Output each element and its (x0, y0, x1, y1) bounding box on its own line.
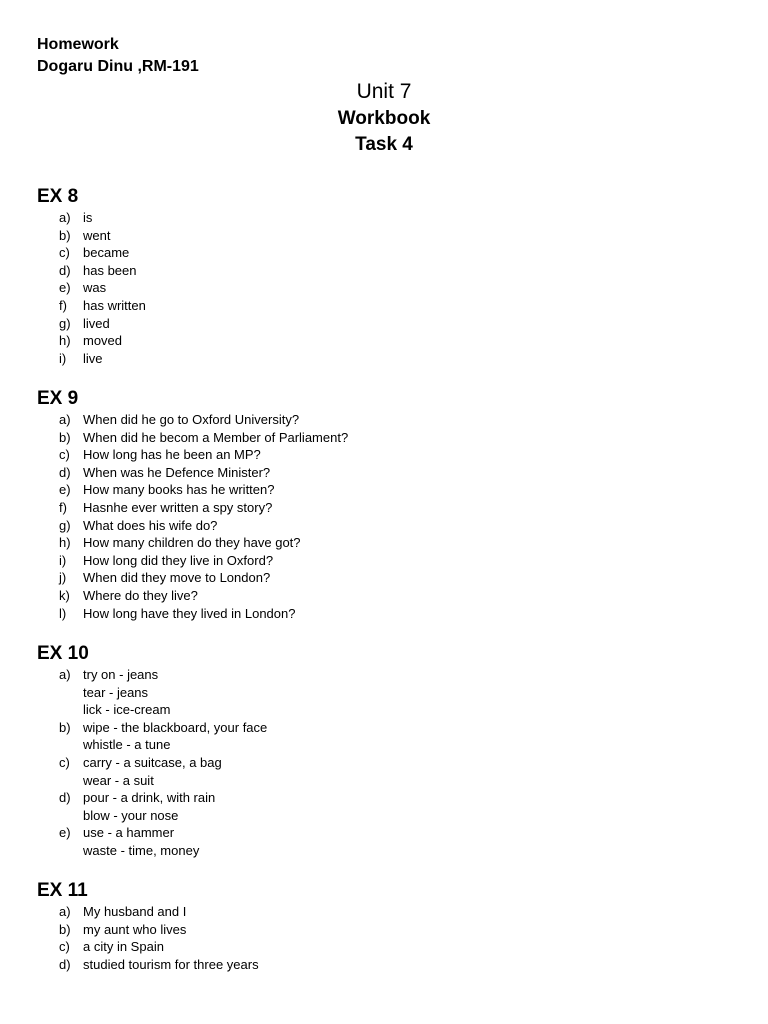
item-marker: d) (59, 956, 71, 972)
item-text: How long has he been an MP? (83, 447, 261, 463)
list-item (37, 921, 259, 939)
item-text: was (83, 280, 107, 296)
list-item (37, 605, 348, 623)
item-text: use - a hammer (83, 825, 175, 841)
item-marker: b) (59, 227, 71, 243)
item-text: How many books has he written? (83, 482, 275, 498)
list-item (37, 262, 146, 280)
list-item (37, 517, 348, 535)
item-text: carry - a suitcase, a bag (83, 754, 222, 770)
answer-list (37, 411, 348, 622)
list-item (37, 429, 348, 447)
item-text: When did he go to Oxford University? (83, 412, 300, 427)
list-item (37, 332, 146, 350)
item-marker: l) (59, 605, 67, 621)
list-item (37, 587, 348, 605)
item-text: my aunt who lives (83, 921, 187, 937)
item-marker: c) (59, 245, 70, 261)
item-marker: k) (59, 587, 70, 603)
list-item (37, 315, 146, 333)
item-text: My husband and I (83, 904, 187, 919)
exercise-section (37, 387, 348, 622)
list-item (37, 552, 348, 570)
task-title: Task 4 (355, 134, 413, 155)
item-text: How long did they live in Oxford? (83, 552, 274, 568)
list-item (37, 824, 267, 859)
list-item (37, 754, 267, 789)
student-name: Dogaru Dinu ,RM-191 (37, 58, 199, 75)
item-marker: j) (59, 570, 67, 586)
item-marker: h) (59, 535, 71, 551)
item-text: When did he becom a Member of Parliament? (83, 429, 349, 445)
item-marker: d) (59, 464, 71, 480)
workbook-title: Workbook (337, 108, 431, 129)
item-marker: a) (59, 412, 71, 427)
item-text: waste - time, money (83, 842, 200, 858)
list-item (37, 446, 348, 464)
homework-label: Homework (37, 36, 119, 53)
item-text: Where do they live? (83, 587, 198, 603)
list-item (37, 666, 267, 719)
item-text: lived (83, 315, 110, 331)
exercise-heading: EX 9 (37, 388, 79, 409)
list-item (37, 534, 348, 552)
item-marker: g) (59, 315, 71, 331)
list-item (37, 209, 146, 227)
item-text: pour - a drink, with rain (83, 790, 216, 806)
item-text: How many children do they have got? (83, 535, 301, 551)
item-marker: e) (59, 482, 71, 498)
exercise-section (37, 642, 267, 860)
item-marker: b) (59, 719, 71, 735)
item-text: try on - jeans (83, 667, 159, 682)
item-marker: c) (59, 754, 70, 770)
answer-list (37, 903, 259, 973)
answer-list (37, 666, 267, 860)
item-text: live (83, 350, 103, 366)
item-text: wear - a suit (83, 772, 154, 788)
list-item (37, 411, 348, 429)
list-item (37, 956, 259, 974)
item-text: How long have they lived in London? (83, 605, 296, 621)
list-item (37, 279, 146, 297)
list-item (37, 244, 146, 262)
item-text: tear - jeans (83, 684, 149, 700)
item-text: When was he Defence Minister? (83, 464, 271, 480)
list-item (37, 938, 259, 956)
list-item (37, 481, 348, 499)
unit-title: Unit 7 (356, 80, 412, 103)
item-marker: d) (59, 790, 71, 806)
list-item (37, 719, 267, 754)
item-marker: h) (59, 333, 71, 349)
item-marker: e) (59, 280, 71, 296)
item-marker: a) (59, 210, 71, 225)
list-item (37, 297, 146, 315)
item-marker: i) (59, 350, 67, 366)
exercise-section (37, 185, 146, 367)
item-text: moved (83, 333, 123, 349)
item-text: went (83, 227, 111, 243)
item-text: blow - your nose (83, 807, 179, 823)
item-text: has written (83, 297, 146, 313)
item-text: wipe - the blackboard, your face (83, 719, 268, 735)
item-text: a city in Spain (83, 939, 164, 955)
item-marker: b) (59, 921, 71, 937)
exercise-heading: EX 8 (37, 186, 79, 207)
document-header (37, 34, 199, 78)
list-item (37, 789, 267, 824)
item-text: studied tourism for three years (83, 956, 259, 972)
list-item (37, 350, 146, 368)
item-text: has been (83, 262, 137, 278)
list-item (37, 499, 348, 517)
item-text: is (83, 210, 93, 225)
item-text: What does his wife do? (83, 517, 218, 533)
item-marker: f) (59, 499, 67, 515)
item-marker: i) (59, 552, 67, 568)
item-text: became (83, 245, 130, 261)
list-item (37, 227, 146, 245)
item-marker: d) (59, 262, 71, 278)
item-marker: g) (59, 517, 71, 533)
exercise-heading: EX 10 (37, 643, 89, 664)
item-text: Hasnhe ever written a spy story? (83, 499, 273, 515)
answer-list (37, 209, 146, 367)
item-marker: a) (59, 904, 71, 919)
list-item (37, 464, 348, 482)
item-marker: c) (59, 939, 70, 955)
exercise-heading: EX 11 (37, 880, 88, 901)
item-marker: b) (59, 429, 71, 445)
item-marker: c) (59, 447, 70, 463)
item-text: lick - ice-cream (83, 702, 171, 718)
item-marker: f) (59, 297, 67, 313)
list-item (37, 569, 348, 587)
item-marker: a) (59, 667, 71, 682)
item-text: whistle - a tune (83, 737, 171, 753)
item-marker: e) (59, 825, 71, 841)
list-item (37, 903, 259, 921)
item-text: When did they move to London? (83, 570, 271, 586)
exercise-section (37, 879, 259, 973)
